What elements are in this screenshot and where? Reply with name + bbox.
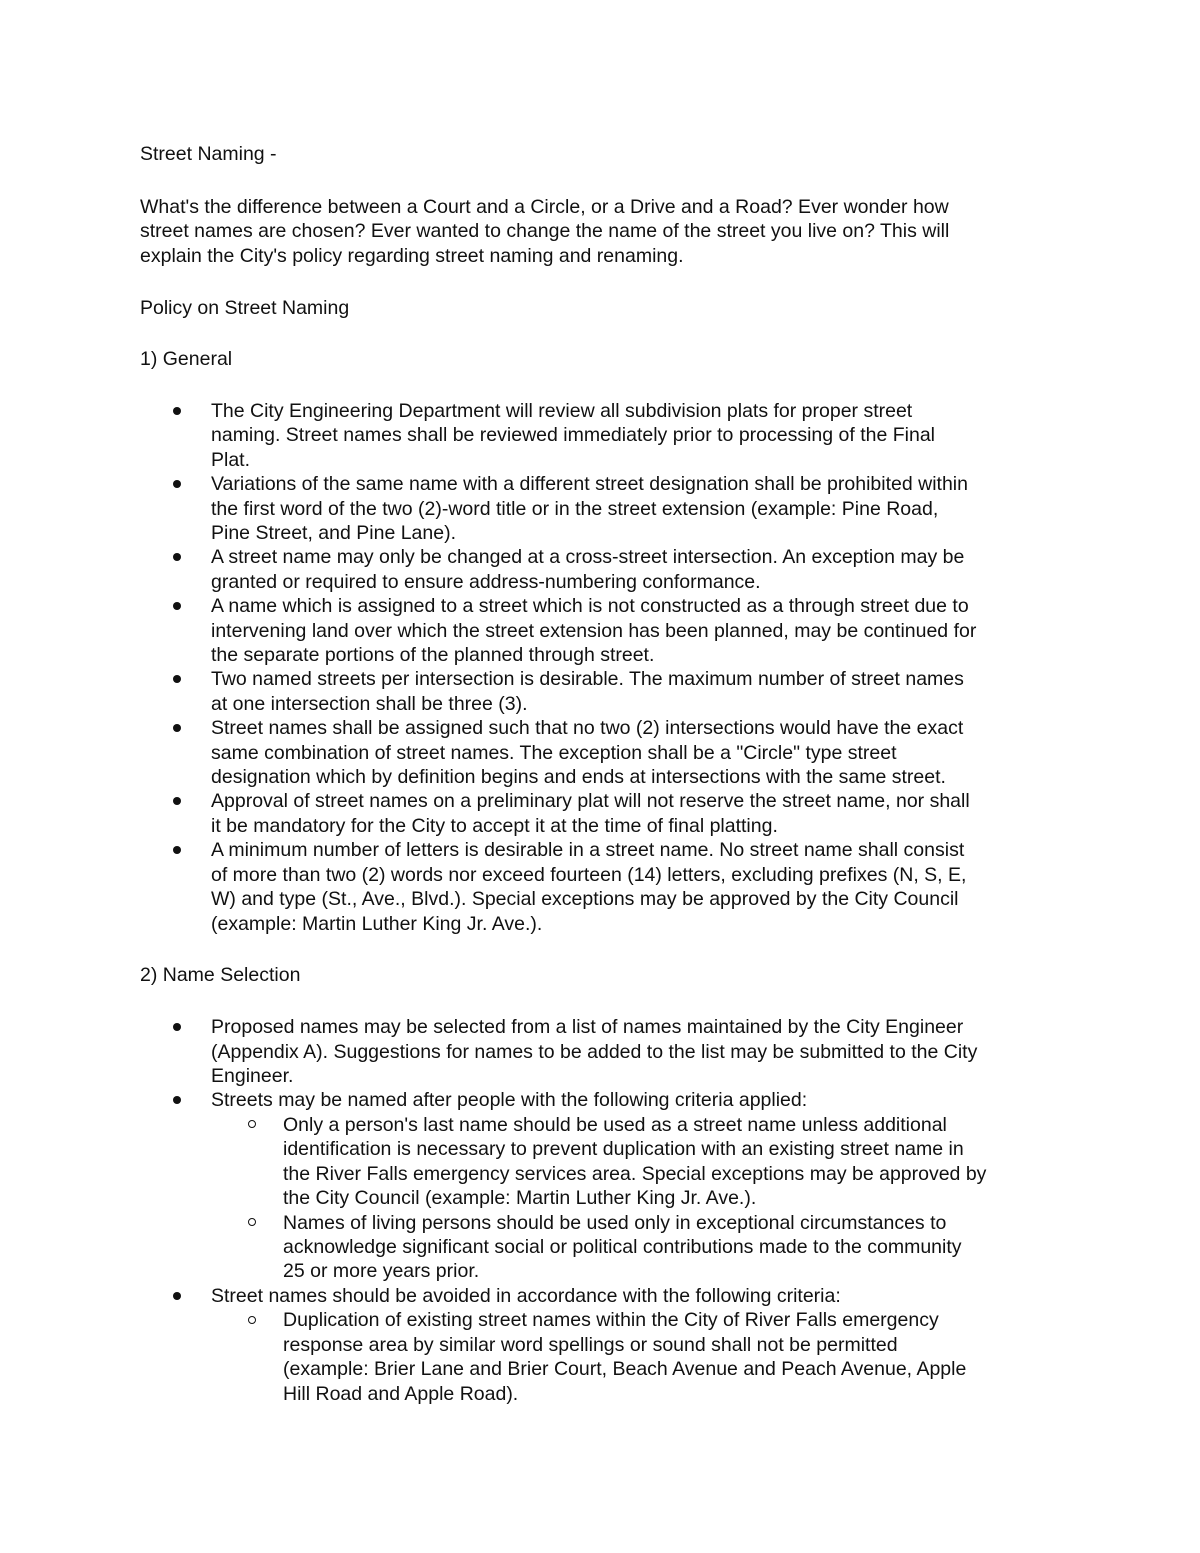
hollow-bullet-icon (248, 1316, 256, 1324)
intro-line-3: explain the City's policy regarding street naming and renaming. (140, 245, 684, 267)
bullet-icon (173, 1023, 181, 1031)
section-2-heading: 2) Name Selection (140, 964, 301, 986)
bullet-icon (173, 797, 181, 805)
bullet-icon (173, 553, 181, 561)
intro-line-2: street names are chosen? Ever wanted to change the name of the street you live on? This will (140, 220, 950, 242)
bullet-icon (173, 407, 181, 415)
section-1-heading: 1) General (140, 348, 233, 370)
bullet-icon (173, 846, 181, 854)
bullet-icon (173, 724, 181, 732)
hollow-bullet-icon (248, 1120, 256, 1128)
policy-heading: Policy on Street Naming (140, 297, 350, 319)
bullet-icon (173, 1292, 181, 1300)
intro-line-1: What's the difference between a Court and a Circle, or a Drive and a Road? Ever wonder how (140, 196, 949, 218)
bullet-icon (173, 675, 181, 683)
document-title: Street Naming - (140, 143, 277, 165)
bullet-icon (173, 602, 181, 610)
bullet-icon (173, 480, 181, 488)
bullet-icon (173, 1096, 181, 1104)
hollow-bullet-icon (248, 1218, 256, 1226)
document-page: Street Naming - What's the difference between a Court and a Circle, or a Drive and a Road? Ever wonder how street names are chosen? Ever wanted to change the name of the street you live on? This will explain the City's policy regarding street naming and renaming. Policy on Street Naming 1) General The City Engineering Department will review all subdivision plats for proper street naming. Street names shall be reviewed immediately prior to processing of the Final Plat. Variations of the same name with a different street designation shall be prohibited within the first word of the two (2)-word title or in the street extension (example: Pine Road, Pine Street, and Pine Lane). A street name may only be changed at a cross-street intersection. An exception may be granted or required to ensure address-numbering conformance. A name which is assigned to a street which is not constructed as a through street due to intervening land over which the street extension has been planned, may be continued for the separate portions of the planned through street. Two named streets per intersection is desirable. The maximum number of street names at one intersection shall be three (3). Street names shall be assigned such that no two (2) intersections would have the exact same combination of street names. The exception shall be a "Circle" type street designation which by definition begins and ends at intersections with the same street. Approval of street names on a preliminary plat will not reserve the street name, nor shall it be mandatory for the City to accept it at the time of final platting. A minimum number of letters is desirable in a street name. No street name shall consist of more than two (2) words nor exceed fourteen (14) letters, excluding prefixes (N, S, E, W) and type (St., Ave., Blvd.). Special exceptions may be approved by the City Council (example: Martin Luther King Jr. Ave.). 2) Name Selection Proposed names may be selected from a list of names maintained by the City Engineer (Appendix A). Suggestions for names to be added to the list may be submitted to the City Engineer. Streets may be named after people with the following criteria applied: Only a person's last name should be used as a street name unless additional identification is necessary to prevent duplication with an existing street name in the River Falls emergency services area. Special exceptions may be approved by the City Council (example: Martin Luther King Jr. Ave.). Names of living persons should be used only in exceptional circumstances to acknowledge significant social or political contributions made to the community 25 or more years prior. Street names should be avoided in accordance with the following criteria: Duplication of existing street names within the City of River Falls emergency response area by similar word spellings or sound shall not be permitted (example: Brier Lane and Brier Court, Beach Avenue and Peach Avenue, Apple Hill Road and Apple Road). (140, 143, 987, 1405)
